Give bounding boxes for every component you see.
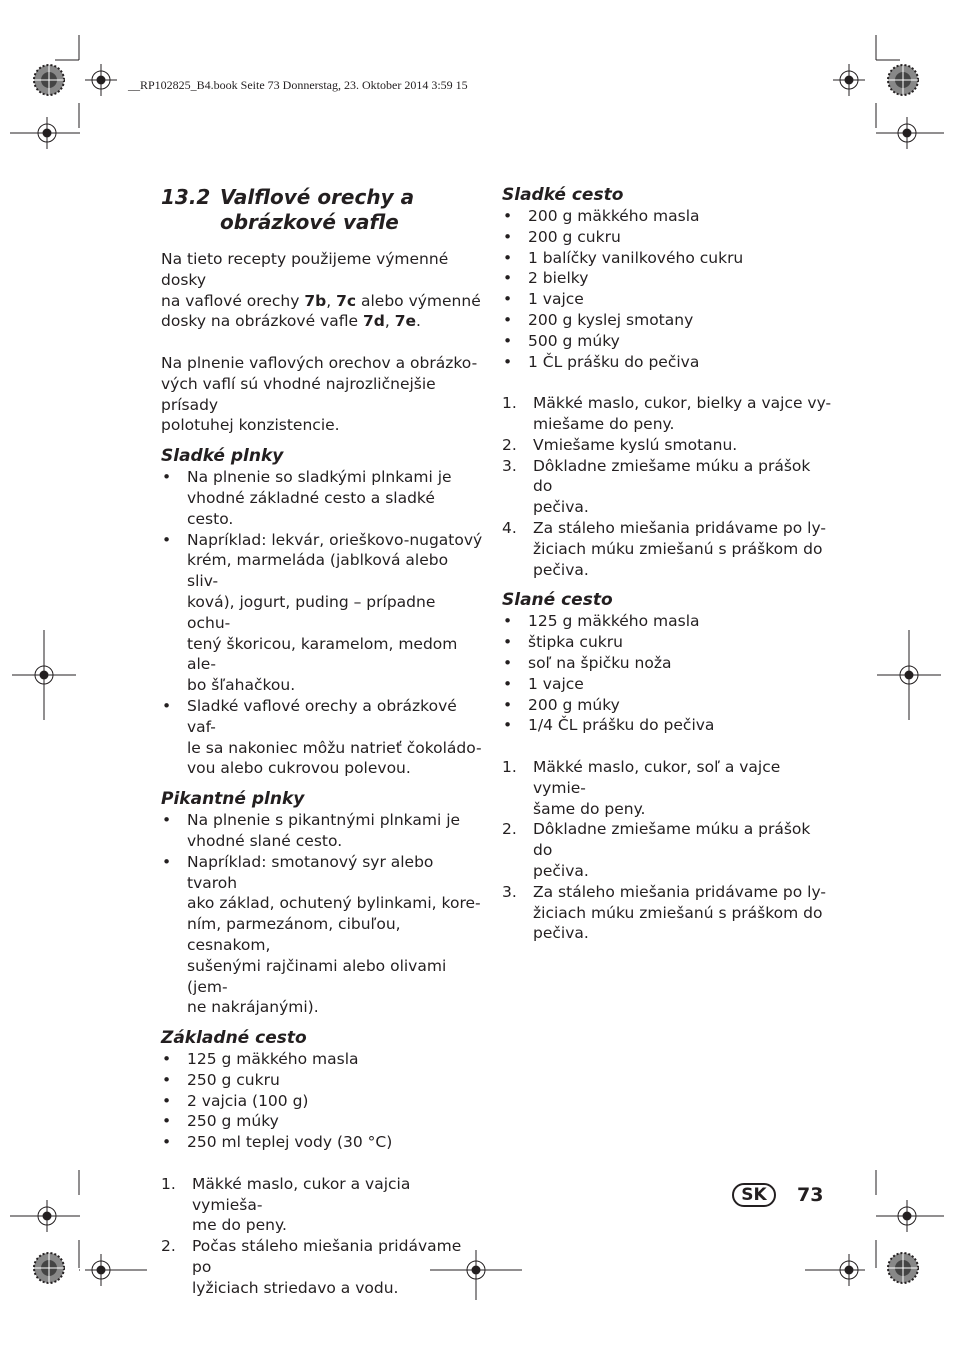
- basic-dough-steps: [161, 1174, 483, 1299]
- list-item: • štipka cukru: [503, 633, 623, 652]
- list-item: • 125 g mäkkého masla: [503, 612, 700, 631]
- list-item: • 1/4 ČL prášku do pečiva: [503, 716, 715, 735]
- part-ref-7e: 7e: [394, 312, 417, 331]
- reg-mark-left-middle: [28, 659, 60, 691]
- section-heading: [161, 185, 483, 235]
- color-dial-top-left: [34, 65, 64, 95]
- list-item: • 200 g cukru: [503, 227, 621, 246]
- salty-dough-ingredients: [502, 611, 832, 736]
- intro-paragraph-1: Na tieto recepty použijeme výmenné dosky na vaflové orechy 7b, 7c alebo výmenné dosky na obrázkové vafle 7d, 7e.: [161, 250, 481, 331]
- basic-dough-ingredients: [161, 1049, 483, 1153]
- list-item: 3. Za stáleho miešania pridávame po ly- žiciach múku zmiešanú s práškom do pečiva.: [502, 882, 826, 943]
- basic-dough-heading: Základné cesto: [161, 1028, 307, 1049]
- reg-mark-right-lower: [891, 1200, 923, 1232]
- salty-dough-heading: Slané cesto: [502, 590, 613, 611]
- section-title-line1: Valflové orechy a: [220, 185, 415, 209]
- list-item: • 250 g múky: [162, 1112, 279, 1131]
- section-title-line2: obrázkové vafle: [220, 210, 399, 234]
- part-ref-7c: 7c: [336, 291, 357, 310]
- reg-mark-top-right: [833, 64, 865, 96]
- reg-mark-bottom-left: [85, 1254, 117, 1286]
- reg-mark-bottom-right: [833, 1254, 865, 1286]
- language-badge: SK: [732, 1183, 776, 1207]
- list-item: • 200 g kyslej smotany: [503, 310, 694, 329]
- list-item: • Napríklad: smotanový syr alebo tvaroh ako základ, ochutený bylinkami, kore- ním, parmezánom, cibuľou, cesnakom, sušenými rajčinami alebo olivami (jem- ne nakrájanými).: [162, 852, 481, 1017]
- list-item: • 125 g mäkkého masla: [162, 1050, 359, 1069]
- list-item: • Sladké vaflové orechy a obrázkové vaf- le sa nakoniec môžu natrieť čokoládo- vou alebo cukrovou polevou.: [162, 696, 482, 778]
- list-item: • 500 g múky: [503, 331, 620, 350]
- list-item: • 200 g mäkkého masla: [503, 207, 700, 225]
- reg-mark-right-middle: [893, 659, 925, 691]
- reg-mark-top-left: [85, 64, 117, 96]
- sweet-fillings-list: [161, 467, 483, 779]
- list-item: • 1 vajce: [503, 290, 584, 309]
- print-file-header: __RP102825_B4.book Seite 73 Donnerstag, 23. Oktober 2014 3:59 15: [128, 78, 468, 92]
- color-dial-bottom-right: [888, 1253, 918, 1283]
- list-item: • 1 vajce: [503, 674, 584, 693]
- sweet-dough-ingredients: [502, 206, 832, 372]
- list-item: 1. Mäkké maslo, cukor a vajcia vymieša- me do peny.: [161, 1174, 411, 1235]
- list-item: • Na plnenie s pikantnými plnkami je vhodné slané cesto.: [162, 811, 461, 850]
- list-item: 1. Mäkké maslo, cukor, soľ a vajce vymie- šame do peny.: [502, 757, 781, 818]
- list-item: 1. Mäkké maslo, cukor, bielky a vajce vy- miešame do peny.: [502, 394, 832, 433]
- list-item: • Na plnenie so sladkými plnkami je vhodné základné cesto a sladké cesto.: [162, 468, 452, 528]
- list-item: • 2 vajcia (100 g): [162, 1091, 309, 1110]
- reg-mark-right-upper: [891, 117, 923, 149]
- savory-fillings-list: [161, 810, 483, 1018]
- left-column: [161, 185, 483, 1299]
- part-ref-7d: 7d: [362, 312, 385, 331]
- list-item: • Napríklad: lekvár, orieškovo-nugatový krém, marmeláda (jablková alebo sliv- ková), jogurt, puding – prípadne ochu- tený škoricou, karamelom, medom ale- bo šľahačkou.: [162, 530, 483, 695]
- reg-mark-left-upper: [31, 117, 63, 149]
- list-item: 2. Počas stáleho miešania pridávame po lyžiciach striedavo a vodu.: [161, 1237, 462, 1297]
- page-number: 73: [797, 1184, 824, 1206]
- sweet-dough-heading: Sladké cesto: [502, 185, 624, 205]
- savory-fillings-heading: Pikantné plnky: [161, 789, 305, 810]
- part-ref-7b: 7b: [304, 291, 327, 310]
- list-item: 2. Vmiešame kyslú smotanu.: [502, 435, 738, 454]
- list-item: 3. Dôkladne zmiešame múku a prášok do pečiva.: [502, 456, 811, 517]
- color-dial-bottom-left: [34, 1253, 64, 1283]
- list-item: • soľ na špičku noža: [503, 653, 672, 672]
- list-item: • 1 ČL prášku do pečiva: [503, 352, 700, 371]
- sweet-dough-steps: [502, 393, 832, 580]
- intro-paragraph-2: Na plnenie vaflových orechov a obrázko- vých vaflí sú vhodné najrozličnejšie prísady polotuhej konzistencie.: [161, 353, 478, 435]
- list-item: • 2 bielky: [503, 269, 589, 288]
- list-item: • 250 g cukru: [162, 1070, 280, 1089]
- right-column: [502, 185, 832, 944]
- list-item: • 1 balíčky vanilkového cukru: [503, 248, 744, 267]
- list-item: • 250 ml teplej vody (30 °C): [162, 1133, 393, 1152]
- section-number: 13.2: [161, 185, 211, 209]
- list-item: 4. Za stáleho miešania pridávame po ly- žiciach múku zmiešanú s práškom do pečiva.: [502, 518, 826, 579]
- list-item: 2. Dôkladne zmiešame múku a prášok do pečiva.: [502, 820, 811, 880]
- sweet-fillings-heading: Sladké plnky: [161, 446, 284, 467]
- list-item: • 200 g múky: [503, 695, 620, 714]
- reg-mark-left-lower: [31, 1200, 63, 1232]
- salty-dough-steps: [502, 757, 832, 944]
- color-dial-top-right: [888, 65, 918, 95]
